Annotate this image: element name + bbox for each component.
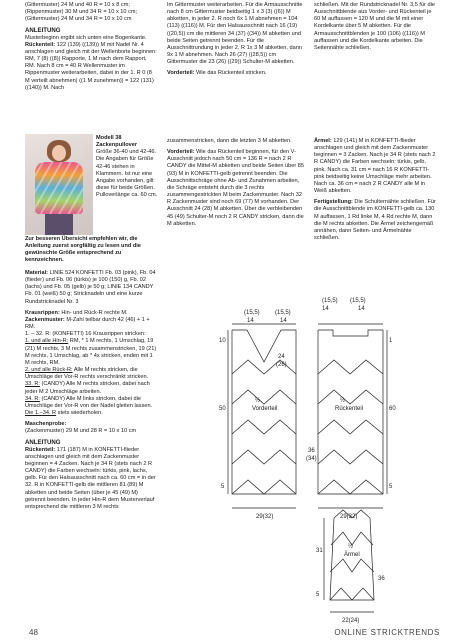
paragraph: Alle M rechts stricken, die Umschläge der Vor-R rechts verschränkt stricken. <box>25 367 149 381</box>
back-dim-60: 60 <box>389 406 396 412</box>
paragraph: 1. – 32. R: (KONFETTI) 16 Krausrippen stricken: <box>25 331 146 338</box>
subheading: Material: <box>25 270 49 276</box>
section-heading: ANLEITUNG <box>25 439 61 447</box>
front-dim-top-left: (15,5) <box>244 310 260 316</box>
paragraph: (CANDY) Alle M rechts stricken, dabei nach jeder M 2 Umschläge arbeiten. <box>25 381 150 395</box>
front-dim-top-a: 14 <box>247 318 254 324</box>
back-zigzag <box>318 450 383 464</box>
subheading: Die 1.–34. R <box>25 409 57 416</box>
paragraph: LINIE 524 KONFETTI Fb. 03 (pink), Fb. 04 (flieder) und Fb. 06 (türkis) je 100 (150) g, Fb. 02 (lachs) und Fb. 05 (gelb) je 50 g; LINIE 134 CANDY Fb. 01 (weiß) 50 g; Stricknadeln und eine kurze Rundstricknadel Nr. 3 <box>25 270 156 305</box>
paragraph: 129 (141) M in KONFETTI-flieder anschlagen und gleich mit dem Zackenmuster beginnen = 3 Zacken. Nach je 34 R (stets nach 2 R CANDY) die Farben wechseln: türkis, gelb, pink. Nach ca. 31 cm = nach 16 R KONFETTI-pink beidseitig keine Umschläge mehr arbeiten. Nach ca. 36 cm = nach 2 R CANDY alle M in Weiß abketten. <box>314 138 436 195</box>
front-label-half: ½ <box>255 398 261 404</box>
paragraph: Im Gittermuster weiterarbeiten. Für die Armausschnitte nach 8 cm Gittermuster beidseitig 1 x 3 (3) ((6)) M abketten, in jeder 2. R noch 6x 1 M abnehmen = 104 (113) ((116)) M. Für den Halsausschnitt nach 16 (19) ((20,5)) cm die mittleren 34 (37) ((34)) M abketten und beide Seiten getrennt beenden. Für die Ausschnittrundung in jeder 2. R 1x 3 M abketten, dann 9x 1 M abnehmen. Nach 26 (27) ((28,5)) cm Gittermuster die 23 (26) ((29)) Schulter-M abketten. <box>167 2 303 66</box>
text-line: (Rippenmuster) 30 M und 34 R = 10 x 10 cm; <box>25 9 138 16</box>
paragraph: stets wiederholen. <box>57 409 103 416</box>
paragraph: Die Schulternähte schließen. Für die Ausschnittblende im KONFETTI-gelb ca. 130 M auffassen, 1 Rd linke M, 4 Rd rechte M, dann die M rechts abketten. Die Ärmel zeichengemäß annähen, dann Seiten- und Ärmelnähte schließen. <box>314 199 436 242</box>
front-dim-top-b: 14 <box>280 318 287 324</box>
front-dim-5: 5 <box>221 484 225 490</box>
back-dim-top-b: 14 <box>358 306 365 312</box>
sleeve-dim-36: 36 <box>378 576 385 582</box>
sleeve-dim-31: 31 <box>316 548 323 554</box>
paragraph: Hin- und Rück-R rechte M. <box>61 309 128 316</box>
front-zigzag <box>232 420 296 434</box>
size-warning: Zur besseren Übersicht empfehlen wir, die Anleitung zuerst sorgfältig zu lesen und die gewünschte Größe entsprechend zu kennzeichnen. <box>25 236 141 264</box>
page-number: 48 <box>29 628 38 637</box>
subheading: Fertigstellung: <box>314 199 353 206</box>
front-dim-top-right: (15,5) <box>275 310 291 316</box>
front-label: Vorderteil <box>252 406 278 412</box>
paragraph: Musterbeginn ergibt sich unten eine Bogenkante. <box>25 34 147 41</box>
paragraph: (Zackenmuster) 29 M und 28 R = 10 x 10 cm <box>25 428 137 435</box>
paragraph: schließen. Mit der Rundstricknadel Nr. 3,5 für die Ausschnittblende aus Vorder- und Rückenteil je 60 M auffassen = 120 M und die M mit einer Kordelkante über 5 M abketten. Für die Armausschnittblenden je 100 (106) ((116)) M auffassen und die Kordelkante arbeiten. Die Seitennähte schließen. <box>314 2 435 51</box>
subheading: Maschenprobe: <box>25 421 67 428</box>
paragraph: (CANDY) Alle M links stricken, dabei die Umschläge der Vor-R von der Nadel gleiten lassen. <box>25 395 153 409</box>
back-outline <box>318 330 383 494</box>
back-zigzag <box>318 390 383 404</box>
paragraph: RM, * 1 M rechts, 1 Umschlag, 19 (21) M rechts, 3 M rechts zusammenstricken, 19 (21) M rechts, 1 Umschlag, ab * 4x stricken, enden mit 1 M rechts, RM. <box>25 338 157 366</box>
sleeve-label-half: ½ <box>348 544 354 550</box>
back-zigzag <box>318 480 383 494</box>
front-dim-neck: 24 <box>278 354 285 360</box>
subheading: Vorderteil: <box>167 149 195 156</box>
paragraph: Wie das Rückenteil beginnen, für den V-Ausschnitt jedoch nach 50 cm = 136 R = nach 2 R CANDY die Mittel-M abketten und beide Seiten über 85 (93) M in KONFETTI-gelb getrennt beenden. Die Ausschnittschräge ohne Ab- und Zunahmen arbeiten, die Schräge entsteht durch die 3 rechts zusammengestrickten M beim Zackenmuster. Nach 32 R Zackenmuster sind noch 69 (77) M vorhanden. Der Ausschnitt 24 (28) M abketten. Über die verbleibenden 45 (49) Schulter-M noch 2 R CANDY stricken, dann die M abketten. <box>167 149 305 227</box>
subheading: Ärmel: <box>314 138 332 144</box>
back-label-half: ½ <box>340 398 346 404</box>
subheading: 33. R: <box>25 381 40 388</box>
back-dim-36: 36 <box>308 448 315 454</box>
paragraph: 122 (139) ((139)) M mit Nadel Nr. 4 anschlagen und gleich mit der Wellenborte beginnen: RM, 7 (8) ((8)) Rapporte, 1 M nach dem Rapport, RM. Nach 8 cm = 40 R Wellenmuster im Rippenmuster weiterarbeiten, dabei in der 1. R 0 (8 M verteilt abnehmen) ((1 M zunehmen)) = 122 (131) ((140)) M. Nach <box>25 41 157 91</box>
sleeve-width: 22(24) <box>342 618 360 624</box>
subheading: 2. und alle Rück-R: <box>25 367 73 374</box>
back-dim-5: 5 <box>389 484 393 490</box>
sleeve-label: Ärmel <box>344 552 360 558</box>
subheading: Krausrippen: <box>25 309 60 316</box>
front-zigzag <box>232 480 296 494</box>
front-zigzag <box>232 390 296 404</box>
paragraph: 171 (187) M in KONFETTI-flieder anschlagen und gleich mit dem Zackenmuster beginnen = 4 Zacken. Nach je 34 R (stets nach 2 R CANDY) die Farben wechseln: türkis, pink, lachs, gelb. Für den Halsausschnitt nach ca. 60 cm = in der 32. R in KONFETTI-gelb die mittleren 81 (89) M abketten und beide Seiten (über je 45 (49) M) getrennt beenden. In jeder Hin-R dem Musterverlauf entsprechend die mittleren 3 M rechts <box>25 446 156 510</box>
sleeve-zigzag <box>330 559 374 572</box>
subheading: 34. R: <box>25 395 40 402</box>
paragraph: M-Zahl teilbar durch 42 (46) + 1 + RM. <box>25 316 150 331</box>
footer-brand: ONLINE STRICKTRENDS <box>334 628 440 637</box>
front-width: 29(32) <box>256 514 274 520</box>
subheading: Vorderteil: <box>167 70 195 77</box>
back-dim-top-a: 14 <box>322 306 329 312</box>
text-line: (Gittermuster) 24 M und 40 R = 10 x 8 cm; <box>25 2 130 8</box>
model-title: Modell 38 <box>96 135 122 141</box>
back-zigzag <box>318 420 383 434</box>
section-heading: ANLEITUNG <box>25 27 61 35</box>
front-dim-neck2: (26) <box>276 362 287 368</box>
back-dim-top-right: (15,5) <box>350 298 366 304</box>
front-zigzag <box>232 450 296 464</box>
paragraph: Wie das Rückenteil stricken. <box>196 70 267 77</box>
sleeve-zigzag <box>330 588 374 600</box>
back-dim-top-left: (15,5) <box>322 298 338 304</box>
back-width: 29(32) <box>340 514 358 520</box>
front-outline <box>232 330 296 494</box>
back-dim-1: 1 <box>389 338 393 344</box>
text-line: (Gittermuster) 24 M und 34 R = 10 x 10 cm <box>25 16 132 23</box>
sleeve-dim-5: 5 <box>316 592 320 598</box>
back-dim-34: (34) <box>306 456 317 462</box>
model-description: Größe 36-40 und 42-46. Die Angaben für Größe 42-46 stehen in Klammern. Ist nur eine Angabe vorhanden, gilt diese für beide Größen. Pulloverlänge ca. 60 cm. <box>96 149 158 199</box>
subheading: Rückenteil: <box>25 446 56 453</box>
paragraph: zusammenstricken, dann die letzten 3 M abketten. <box>167 138 292 144</box>
subheading: Zackenmuster: <box>25 316 65 323</box>
subheading: Rückenteil: <box>25 41 56 48</box>
back-label: Rückenteil <box>335 406 364 412</box>
front-dim-50: 50 <box>219 406 226 412</box>
back-zigzag <box>318 360 383 374</box>
model-subtitle: Zackenpullover <box>96 142 138 149</box>
front-dim-10: 10 <box>219 338 226 344</box>
subheading: 1. und alle Hin-R: <box>25 338 69 345</box>
